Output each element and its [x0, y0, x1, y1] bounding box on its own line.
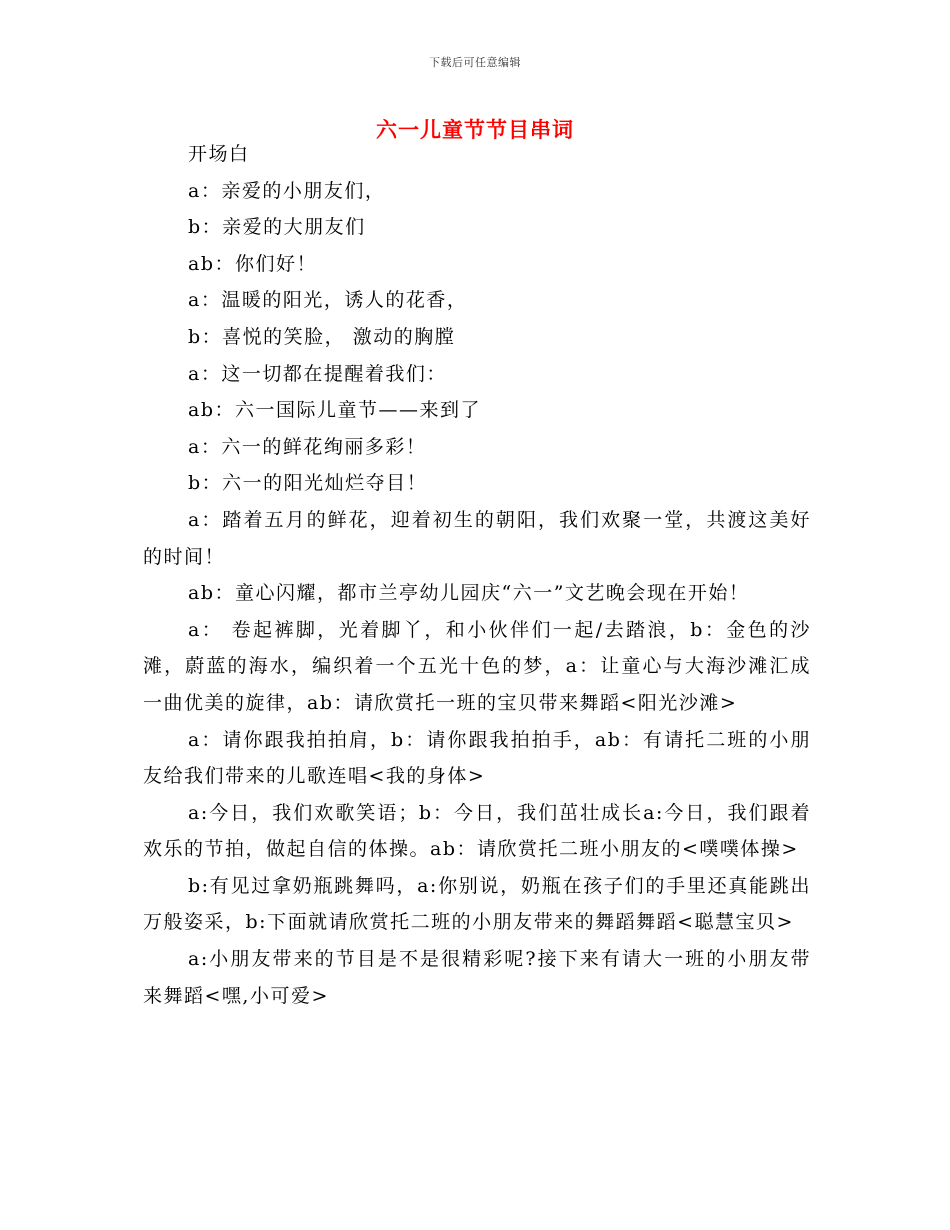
- paragraph-opening: 开场白: [188, 143, 250, 165]
- paragraph: a：请你跟我拍拍肩，b：请你跟我拍拍手，ab：有请托二班的小朋友给我们带来的儿歌连唱<我的身体>: [143, 728, 811, 788]
- paragraph: b：喜悦的笑脸， 激动的胸膛: [188, 325, 456, 348]
- paragraph: a：这一切都在提醒着我们：: [188, 362, 447, 385]
- paragraph: ab：六一国际儿童节——来到了: [188, 399, 481, 422]
- paragraph: a:小朋友带来的节目是不是很精彩呢?接下来有请大一班的小朋友带来舞蹈<嘿,小可爱>: [143, 948, 811, 1007]
- paragraph: b：亲爱的大朋友们: [188, 216, 366, 239]
- paragraph: ab：童心闪耀，都市兰亭幼儿园庆“六一”文艺晚会现在开始！: [188, 582, 750, 605]
- paragraph: a：踏着五月的鲜花，迎着初生的朝阳，我们欢聚一堂，共渡这美好的时间！: [143, 508, 811, 568]
- paragraph: b:有见过拿奶瓶跳舞吗，a:你别说，奶瓶在孩子们的手里还真能跳出万般姿采，b:下面就请欣赏托二班的小朋友带来的舞蹈舞蹈<聪慧宝贝>: [143, 874, 811, 934]
- header-note: 下载后可任意编辑: [429, 56, 521, 69]
- paragraph: b：六一的阳光灿烂夺目！: [188, 472, 428, 495]
- paragraph: a：六一的鲜花绚丽多彩！: [188, 435, 427, 458]
- document-body: [143, 136, 811, 1014]
- paragraph: a:今日，我们欢歌笑语；b：今日，我们茁壮成长a:今日，我们跟着欢乐的节拍，做起自信的体操。ab：请欣赏托二班小朋友的<噗噗体操>: [143, 801, 811, 861]
- paragraph: a：亲爱的小朋友们，: [188, 179, 386, 202]
- document-title: 六一儿童节节目串词: [376, 118, 574, 142]
- paragraph: ab：你们好！: [188, 252, 317, 275]
- paragraph: a： 卷起裤脚，光着脚丫，和小伙伴们一起/去踏浪，b：金色的沙滩，蔚蓝的海水，编织着一个五光十色的梦，a：让童心与大海沙滩汇成一曲优美的旋律，ab：请欣赏托一班的宝贝带来舞蹈<阳光沙滩>: [143, 618, 811, 714]
- paragraph: a：温暖的阳光，诱人的花香，: [188, 289, 468, 312]
